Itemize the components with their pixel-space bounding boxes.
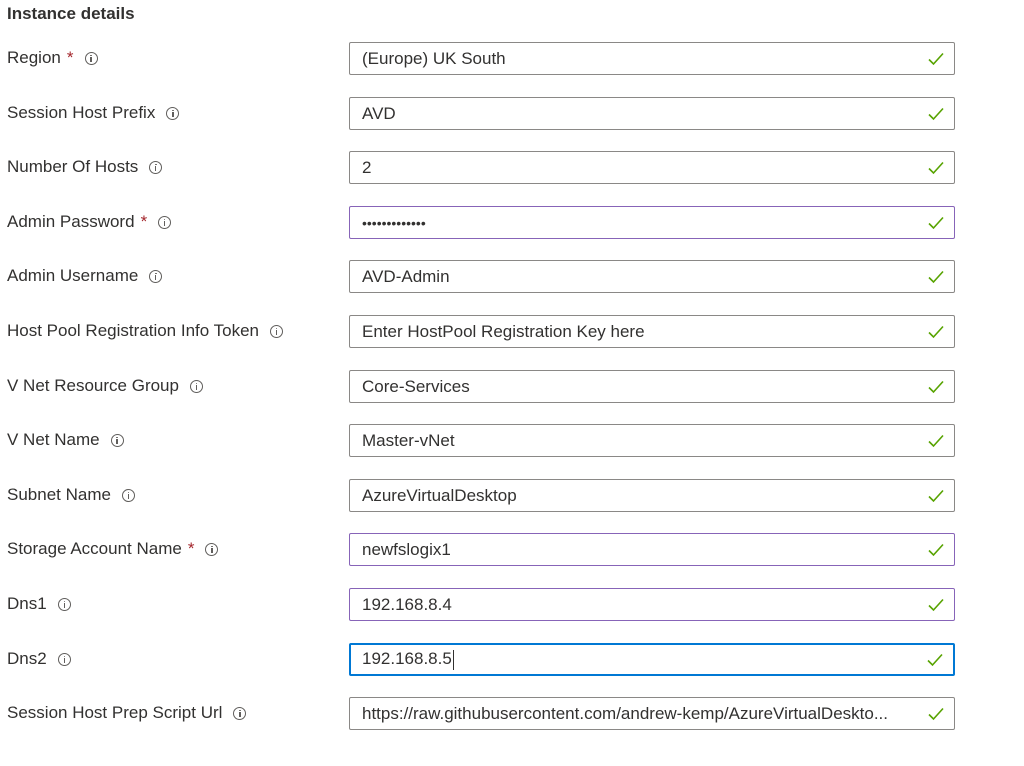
info-icon[interactable] bbox=[190, 380, 203, 393]
checkmark-icon bbox=[928, 107, 944, 121]
checkmark-icon bbox=[928, 216, 944, 230]
field-label-text: Region bbox=[7, 48, 61, 67]
input-value[interactable]: (Europe) UK South bbox=[362, 48, 506, 68]
field-label-admin-password bbox=[7, 205, 171, 239]
field-label-subnet-name bbox=[7, 478, 135, 512]
field-label-admin-username bbox=[7, 259, 162, 293]
checkmark-icon bbox=[928, 707, 944, 721]
field-label-text: Subnet Name bbox=[7, 485, 111, 504]
input-value[interactable]: ••••••••••••• bbox=[362, 214, 426, 231]
form-row-v-net-resource-group bbox=[0, 369, 1024, 403]
info-icon[interactable] bbox=[233, 707, 246, 720]
field-label-dns2 bbox=[7, 642, 71, 676]
checkmark-icon bbox=[928, 434, 944, 448]
session-host-prep-script-url-input[interactable] bbox=[349, 697, 955, 730]
storage-account-name-input[interactable] bbox=[349, 533, 955, 566]
input-value[interactable]: AzureVirtualDesktop bbox=[362, 485, 517, 505]
checkmark-icon bbox=[928, 161, 944, 175]
text-caret bbox=[453, 650, 454, 670]
field-label-dns1 bbox=[7, 587, 71, 621]
checkmark-icon bbox=[927, 653, 943, 667]
subnet-name-input[interactable] bbox=[349, 479, 955, 512]
form-row-dns1 bbox=[0, 587, 1024, 621]
info-icon[interactable] bbox=[58, 598, 71, 611]
input-value[interactable]: 192.168.8.5 bbox=[362, 649, 452, 669]
field-label-text: Admin Password bbox=[7, 212, 135, 231]
info-icon[interactable] bbox=[122, 489, 135, 502]
input-value[interactable]: Master-vNet bbox=[362, 430, 455, 450]
info-icon[interactable] bbox=[158, 216, 171, 229]
info-icon[interactable] bbox=[149, 161, 162, 174]
input-value[interactable]: AVD-Admin bbox=[362, 266, 450, 286]
info-icon[interactable] bbox=[205, 543, 218, 556]
input-value[interactable]: 2 bbox=[362, 157, 372, 177]
field-label-number-of-hosts bbox=[7, 150, 162, 184]
form-row-v-net-name bbox=[0, 423, 1024, 457]
field-label-text: Number Of Hosts bbox=[7, 157, 139, 176]
host-pool-registration-info-token-input[interactable] bbox=[349, 315, 955, 348]
info-icon[interactable] bbox=[149, 270, 162, 283]
input-value[interactable]: AVD bbox=[362, 103, 396, 123]
checkmark-icon bbox=[928, 325, 944, 339]
field-label-v-net-resource-group bbox=[7, 369, 203, 403]
form-row-region bbox=[0, 41, 1024, 75]
dns2-input[interactable] bbox=[349, 643, 955, 676]
field-label-session-host-prefix bbox=[7, 96, 179, 130]
number-of-hosts-input[interactable] bbox=[349, 151, 955, 184]
info-icon[interactable] bbox=[58, 653, 71, 666]
info-icon[interactable] bbox=[166, 107, 179, 120]
field-label-text: Dns1 bbox=[7, 594, 47, 613]
field-label-session-host-prep-script-url bbox=[7, 696, 246, 730]
required-marker: * bbox=[66, 48, 74, 67]
section-title: Instance details bbox=[7, 4, 135, 23]
info-icon[interactable] bbox=[111, 434, 124, 447]
form-row-subnet-name bbox=[0, 478, 1024, 512]
dns1-input[interactable] bbox=[349, 588, 955, 621]
form-row-number-of-hosts bbox=[0, 150, 1024, 184]
v-net-name-input[interactable] bbox=[349, 424, 955, 457]
form-row-admin-username bbox=[0, 259, 1024, 293]
input-value[interactable]: Enter HostPool Registration Key here bbox=[362, 321, 645, 341]
form-row-session-host-prefix bbox=[0, 96, 1024, 130]
field-label-text: V Net Resource Group bbox=[7, 376, 179, 395]
field-label-text: Admin Username bbox=[7, 266, 139, 285]
checkmark-icon bbox=[928, 489, 944, 503]
admin-username-input[interactable] bbox=[349, 260, 955, 293]
field-label-text: V Net Name bbox=[7, 430, 100, 449]
field-label-region bbox=[7, 41, 98, 75]
checkmark-icon bbox=[928, 52, 944, 66]
checkmark-icon bbox=[928, 270, 944, 284]
field-label-host-pool-registration-info-token bbox=[7, 314, 283, 348]
required-marker: * bbox=[140, 212, 148, 231]
field-label-text: Storage Account Name bbox=[7, 539, 182, 558]
field-label-text: Dns2 bbox=[7, 649, 47, 668]
form-row-session-host-prep-script-url bbox=[0, 696, 1024, 730]
v-net-resource-group-input[interactable] bbox=[349, 370, 955, 403]
form-row-storage-account-name bbox=[0, 532, 1024, 566]
field-label-text: Session Host Prep Script Url bbox=[7, 703, 223, 722]
required-marker: * bbox=[187, 539, 195, 558]
input-value[interactable]: Core-Services bbox=[362, 376, 470, 396]
field-label-text: Session Host Prefix bbox=[7, 103, 156, 122]
form-row-admin-password bbox=[0, 205, 1024, 239]
info-icon[interactable] bbox=[270, 325, 283, 338]
checkmark-icon bbox=[928, 380, 944, 394]
form-row-host-pool-registration-info-token bbox=[0, 314, 1024, 348]
admin-password-input[interactable] bbox=[349, 206, 955, 239]
info-icon[interactable] bbox=[85, 52, 98, 65]
input-value[interactable]: 192.168.8.4 bbox=[362, 594, 452, 614]
field-label-storage-account-name bbox=[7, 532, 218, 566]
session-host-prefix-input[interactable] bbox=[349, 97, 955, 130]
field-label-text: Host Pool Registration Info Token bbox=[7, 321, 259, 340]
input-value[interactable]: newfslogix1 bbox=[362, 539, 451, 559]
input-value[interactable]: https://raw.githubusercontent.com/andrew-kemp/AzureVirtualDeskto... bbox=[362, 703, 888, 723]
field-label-v-net-name bbox=[7, 423, 124, 457]
checkmark-icon bbox=[928, 543, 944, 557]
region-input[interactable] bbox=[349, 42, 955, 75]
checkmark-icon bbox=[928, 598, 944, 612]
form-row-dns2 bbox=[0, 642, 1024, 676]
